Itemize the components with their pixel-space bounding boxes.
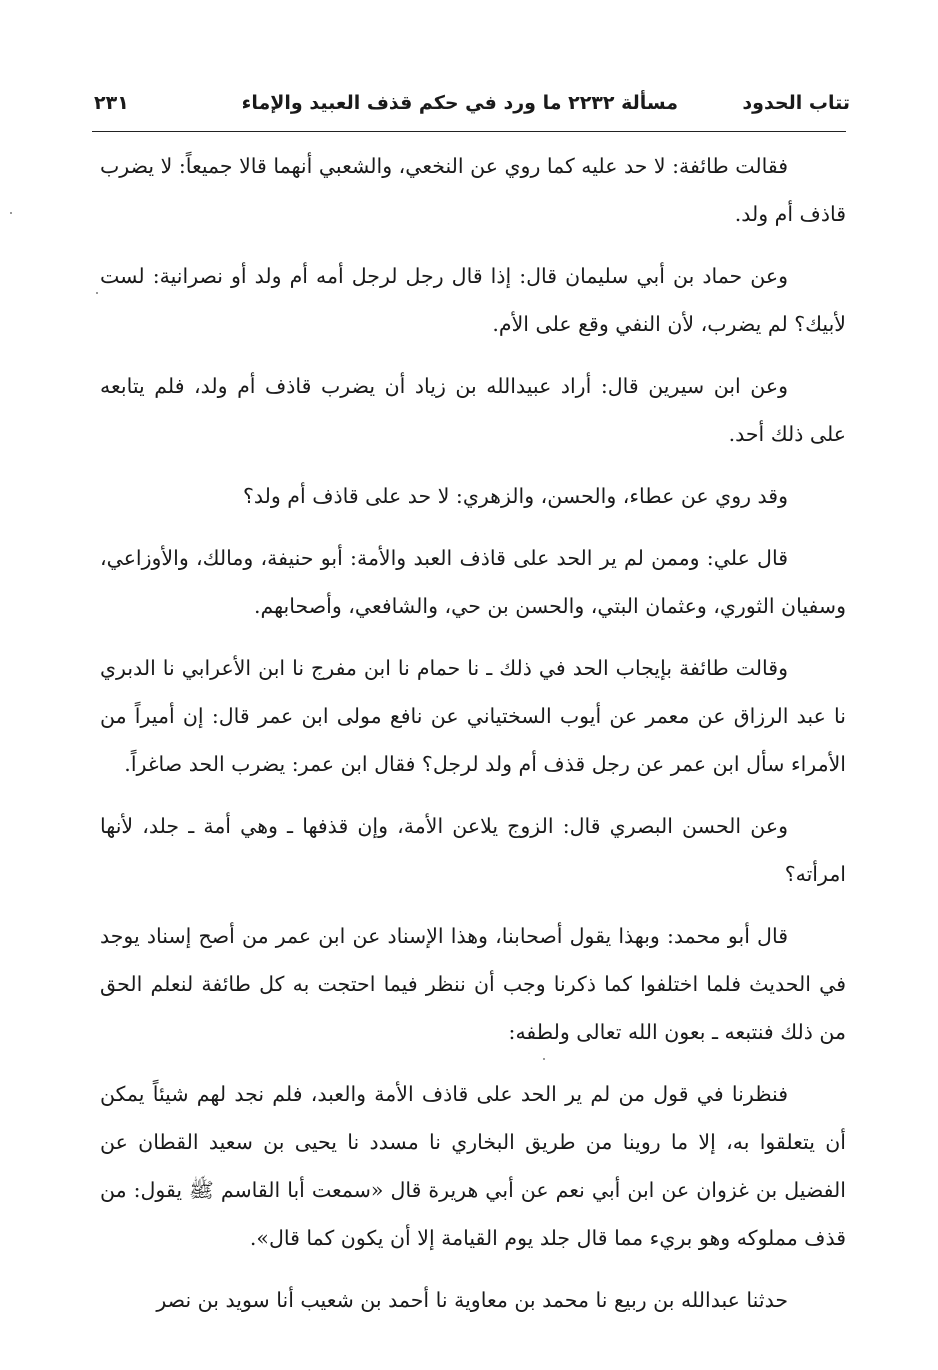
paragraph-3: وعن ابن سيرين قال: أراد عبيدالله بن زياد أن يضرب قاذف أم ولد، فلم يتابعه على ذلك أحد. xyxy=(100,374,846,446)
scan-speck xyxy=(543,1058,545,1060)
running-head-book-title: تتاب الحدود xyxy=(742,92,850,114)
scan-speck xyxy=(10,212,12,214)
header-rule xyxy=(92,131,846,132)
scan-speck xyxy=(96,292,98,294)
paragraph-2: وعن حماد بن أبي سليمان قال: إذا قال رجل لرجل أمه أم ولد أو نصرانية: لست لأبيك؟ لم يضرب، لأن النفي وقع على الأم. xyxy=(100,264,846,336)
page-number: ٢٣١ xyxy=(94,92,129,114)
running-head xyxy=(92,88,850,128)
paragraph-1: فقالت طائفة: لا حد عليه كما روي عن النخعي، والشعبي أنهما قالا جميعاً: لا يضرب قاذف أم ولد. xyxy=(100,154,846,226)
paragraph-4: وقد روي عن عطاء، والحسن، والزهري: لا حد على قاذف أم ولد؟ xyxy=(242,484,788,508)
body-text xyxy=(100,142,846,1324)
paragraph-10: حدثنا عبدالله بن ربيع نا محمد بن معاوية نا أحمد بن شعيب أنا سويد بن نصر xyxy=(156,1288,788,1312)
running-head-issue-title: مسألة ٢٢٣٢ ما ورد في حكم قذف العبيد والإماء xyxy=(241,92,678,114)
paragraph-6: وقالت طائفة بإيجاب الحد في ذلك ـ نا حمام نا ابن مفرج نا ابن الأعرابي نا الدبري نا عبد الرزاق عن معمر عن أيوب السختياني عن نافع مولى ابن عمر قال: إن أميراً من الأمراء سأل ابن عمر عن رجل قذف أم ولد لرجل؟ فقال ابن عمر: يضرب الحد صاغراً. xyxy=(100,656,846,776)
paragraph-8: قال أبو محمد: وبهذا يقول أصحابنا، وهذا الإسناد عن ابن عمر من أصح إسناد يوجد في الحديث فلما اختلفوا كما ذكرنا وجب أن ننظر فيما احتجت به كل طائفة لنعلم الحق من ذلك فنتبعه ـ بعون الله تعالى ولطفه: xyxy=(100,924,846,1044)
paragraph-5: قال علي: وممن لم ير الحد على قاذف العبد والأمة: أبو حنيفة، ومالك، والأوزاعي، وسفيان الثوري، وعثمان البتي، والحسن بن حي، والشافعي، وأصحابهم. xyxy=(100,546,846,618)
paragraph-9: فنظرنا في قول من لم ير الحد على قاذف الأمة والعبد، فلم نجد لهم شيئاً يمكن أن يتعلقوا به، إلا ما روينا من طريق البخاري نا مسدد نا يحيى بن سعيد القطان عن الفضيل بن غزوان عن ابن أبي نعم عن أبي هريرة قال «سمعت أبا القاسم ﷺ يقول: من قذف مملوكه وهو بريء مما قال جلد يوم القيامة إلا أن يكون كما قال». xyxy=(100,1082,846,1250)
paragraph-7: وعن الحسن البصري قال: الزوج يلاعن الأمة، وإن قذفها ـ وهي أمة ـ جلد، لأنها امرأته؟ xyxy=(100,814,846,886)
